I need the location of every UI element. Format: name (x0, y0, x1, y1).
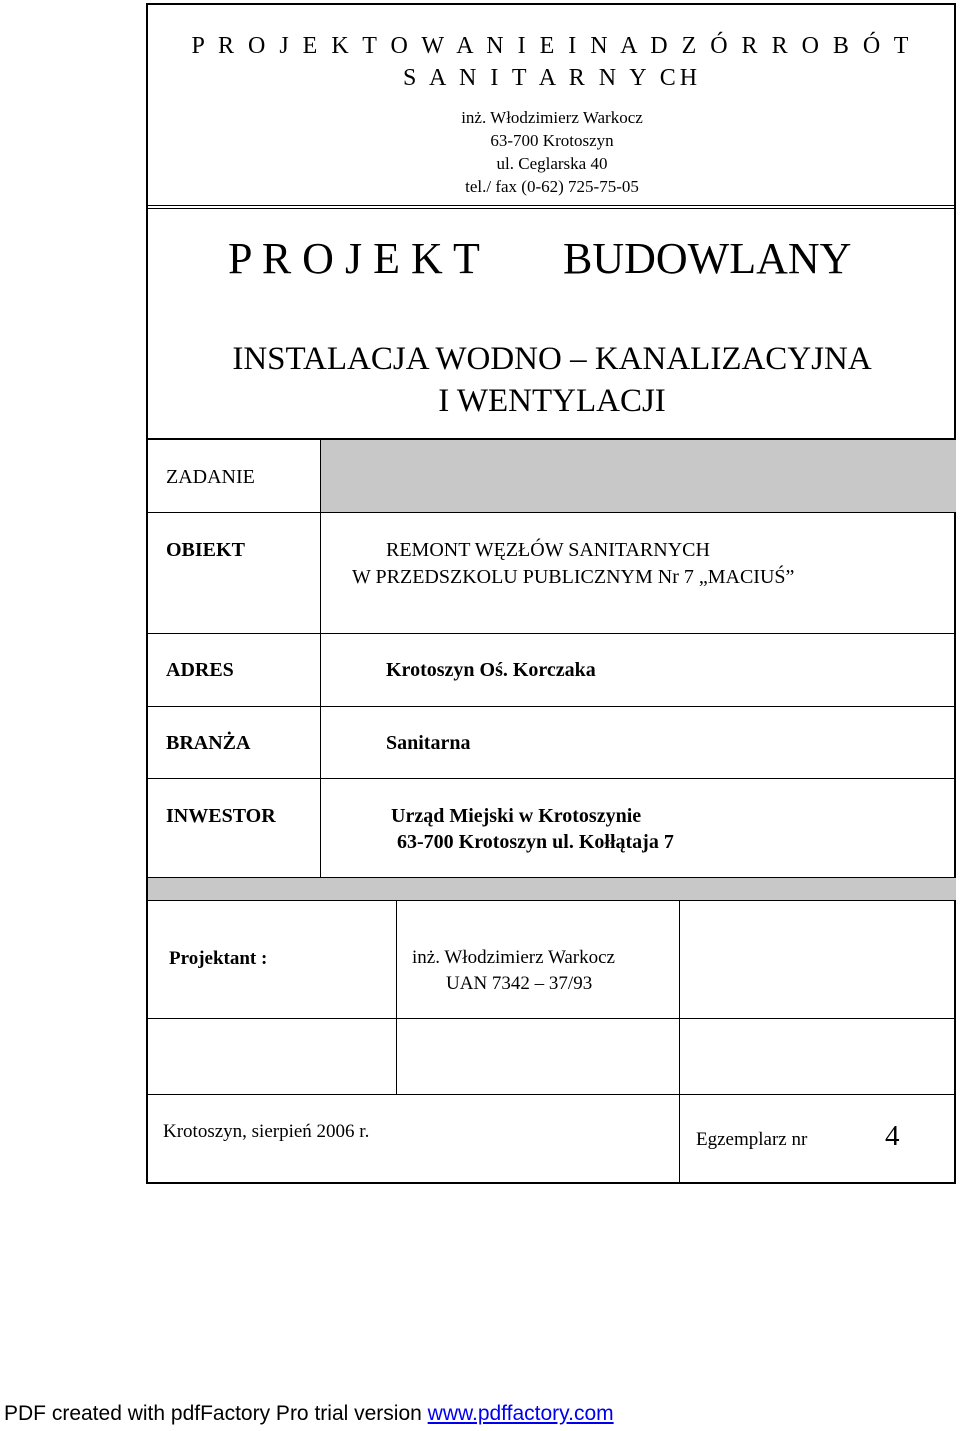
adres-value: Krotoszyn Oś. Korczaka (386, 659, 596, 681)
row-line-obiekt (148, 633, 956, 634)
copy-label: Egzemplarz nr (696, 1129, 808, 1150)
firm-name-line2: S A N I T A R N Y CH (402, 65, 702, 91)
firm-street: ul. Ceglarska 40 (496, 154, 608, 173)
designer-row-line (148, 1018, 956, 1019)
pdf-footer-text: PDF created with pdfFactory Pro trial version (4, 1402, 428, 1425)
pdf-footer-link[interactable]: www.pdffactory.com (427, 1402, 614, 1425)
designer-column-divider-2 (679, 901, 680, 1184)
firm-city: 63-700 Krotoszyn (490, 131, 614, 150)
designer-name: inż. Włodzimierz Warkocz (412, 947, 615, 968)
label-branza: BRANŻA (166, 732, 251, 754)
inwestor-line2: 63-700 Krotoszyn ul. Kołłątaja 7 (397, 831, 674, 853)
signature-row-line (148, 1094, 956, 1095)
label-adres: ADRES (166, 659, 234, 681)
place-date: Krotoszyn, sierpień 2006 r. (163, 1121, 370, 1142)
copy-number: 4 (885, 1120, 900, 1152)
header-divider-second (148, 208, 956, 209)
pdf-footer (4, 1402, 614, 1426)
firm-name-line1: P R O J E K T O W A N I E I N A D Z Ó R R O B Ó T (191, 33, 913, 59)
title-budowlany: BUDOWLANY (563, 234, 852, 283)
label-obiekt: OBIEKT (166, 539, 245, 561)
gray-band (148, 878, 956, 900)
row-line-zadanie (148, 512, 956, 513)
band-bottom-line (148, 900, 956, 901)
header-divider (148, 205, 956, 206)
label-inwestor: INWESTOR (166, 805, 276, 827)
subtitle-line2: I WENTYLACJI (438, 383, 666, 419)
label-zadanie: ZADANIE (166, 466, 255, 488)
title-projekt: P R O J E K T (228, 234, 480, 283)
obiekt-line2: W PRZEDSZKOLU PUBLICZNYM Nr 7 „MACIUŚ” (352, 566, 795, 588)
inwestor-line1: Urząd Miejski w Krotoszynie (391, 805, 642, 827)
designer-column-divider-1 (396, 901, 397, 1094)
zadanie-value-cell (321, 440, 956, 512)
designer-license: UAN 7342 – 37/93 (446, 973, 593, 994)
subtitle-line1: INSTALACJA WODNO – KANALIZACYJNA (232, 341, 872, 377)
table-column-divider (320, 440, 321, 877)
obiekt-line1: REMONT WĘZŁÓW SANITARNYCH (386, 539, 710, 561)
row-line-branza (148, 778, 956, 779)
firm-engineer: inż. Włodzimierz Warkocz (461, 108, 643, 127)
firm-phone: tel./ fax (0-62) 725-75-05 (465, 177, 639, 196)
designer-label: Projektant : (169, 948, 268, 969)
branza-value: Sanitarna (386, 732, 471, 754)
row-line-adres (148, 706, 956, 707)
